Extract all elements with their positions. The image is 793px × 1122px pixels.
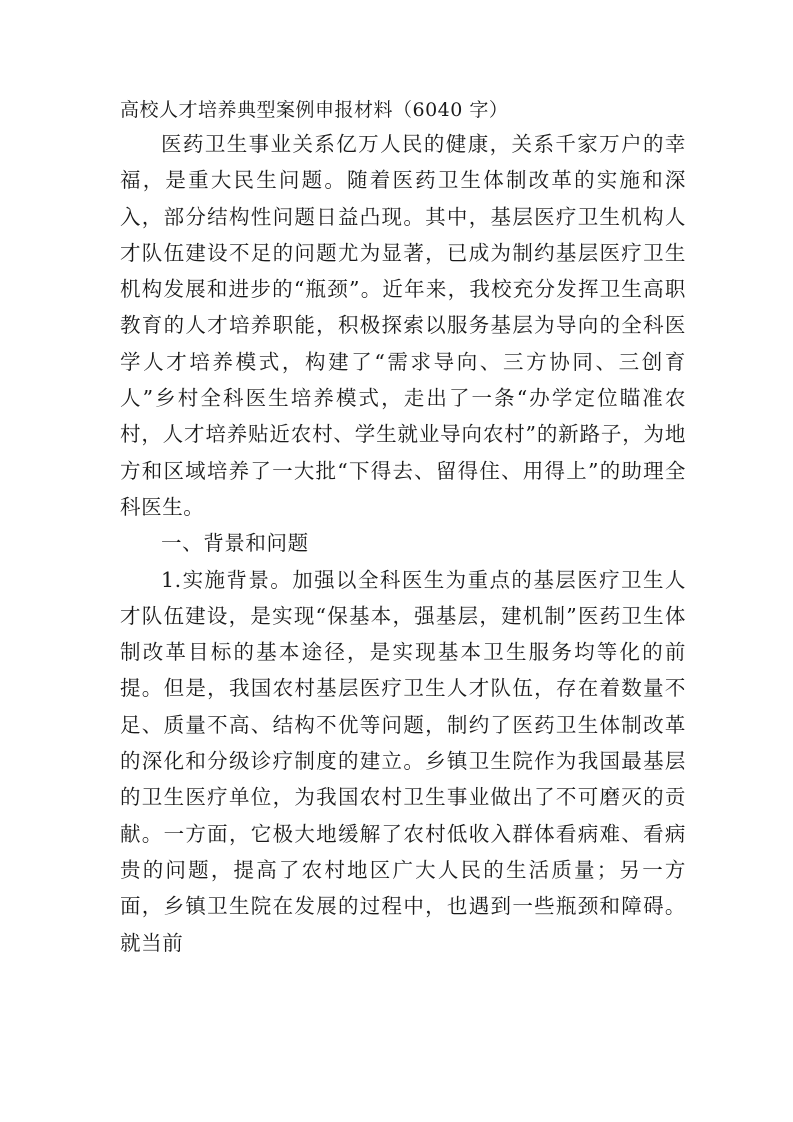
section-heading-background: 一、背景和问题 xyxy=(161,531,309,556)
background-paragraph: 1.实施背景。加强以全科医生为重点的基层医疗卫生人才队伍建设，是实现“保基本，强基层，建机制”医药卫生体制改革目标的基本途径，是实现基本卫生服务均等化的前提。但是，我国农村基层医疗卫生人才队伍，存在着数量不足、质量不高、结构不优等问题，制约了医药卫生体制改革的深化和分级诊疗制度的建立。乡镇卫生院作为我国最基层的卫生医疗单位，为我国农村卫生事业做出了不可磨灭的贡献。一方面，它极大地缓解了农村低收入群体看病难、看病贵的问题，提高了农村地区广大人民的生活质量；另一方面，乡镇卫生院在发展的过程中，也遇到一些瓶颈和障碍。就当前 xyxy=(120,567,686,955)
document-title: 高校人才培养典型案例申报材料（6040 字） xyxy=(120,99,509,121)
intro-paragraph: 医药卫生事业关系亿万人民的健康，关系千家万户的幸福，是重大民生问题。随着医药卫生体制改革的实施和深入，部分结构性问题日益凸现。其中，基层医疗卫生机构人才队伍建设不足的问题尤为显著，已成为制约基层医疗卫生机构发展和进步的“瓶颈”。近年来，我校充分发挥卫生高职教育的人才培养职能，积极探索以服务基层为导向的全科医学人才培养模式，构建了“需求导向、三方协同、三创育人”乡村全科医生培养模式，走出了一条“办学定位瞄准农村，人才培养贴近农村、学生就业导向农村”的新路子，为地方和区域培养了一大批“下得去、留得住、用得上”的助理全科医生。 xyxy=(120,132,686,519)
document-body xyxy=(120,94,686,961)
